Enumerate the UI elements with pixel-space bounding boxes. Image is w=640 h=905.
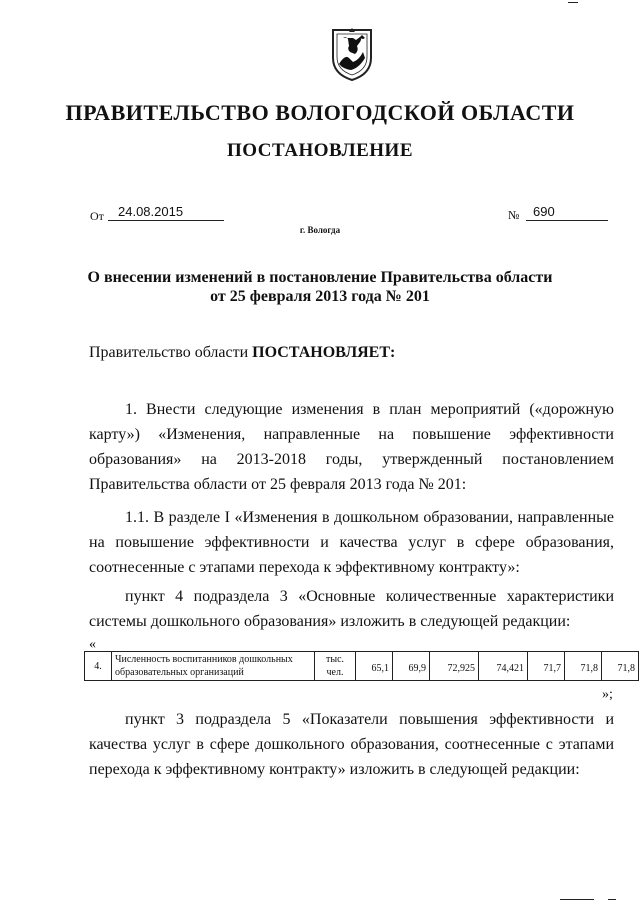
row-value: 65,1 bbox=[356, 652, 393, 681]
row-value: 72,925 bbox=[430, 652, 479, 681]
date-value: 24.08.2015 bbox=[118, 204, 184, 219]
row-unit: тыс. чел. bbox=[315, 652, 356, 681]
quote-close: »; bbox=[602, 687, 613, 702]
number-underline bbox=[526, 220, 608, 221]
city: г. Вологда bbox=[299, 225, 341, 235]
coat-of-arms-icon bbox=[329, 24, 375, 82]
number-value: 690 bbox=[533, 204, 555, 219]
decree-line bbox=[89, 344, 395, 362]
subject-line-2: от 25 февраля 2013 года № 201 bbox=[210, 288, 430, 305]
row-number: 4. bbox=[85, 652, 112, 681]
number-label: № bbox=[508, 208, 520, 222]
row-indicator-name: Численность воспитанников дошкольных образовательных организаций bbox=[112, 652, 315, 681]
paragraph-item-4: пункт 4 подраздела 3 «Основные количественные характеристики системы дошкольного образования» изложить в следующей редакции: bbox=[89, 588, 614, 630]
table-row bbox=[85, 652, 639, 681]
row-value: 71,8 bbox=[565, 652, 602, 681]
data-table bbox=[84, 651, 639, 681]
row-value: 71,8 bbox=[602, 652, 639, 681]
government-title: ПРАВИТЕЛЬСТВО ВОЛОГОДСКОЙ ОБЛАСТИ bbox=[65, 100, 575, 125]
row-value: 71,7 bbox=[528, 652, 565, 681]
date-underline bbox=[108, 220, 224, 221]
document-type: ПОСТАНОВЛЕНИЕ bbox=[226, 140, 414, 161]
paragraph-item-3: пункт 3 подраздела 5 «Показатели повышения эффективности и качества услуг в сфере дошкольного образования, соотнесенные с этапами перехода к эффективному контракту» изложить в следующей редакции: bbox=[89, 711, 614, 778]
row-value: 74,421 bbox=[479, 652, 528, 681]
scan-mark bbox=[560, 899, 594, 900]
quote-open: « bbox=[89, 637, 96, 652]
subject-line-1: О внесении изменений в постановление Правительства области bbox=[87, 269, 553, 286]
decree-prefix: Правительство области bbox=[89, 344, 249, 361]
decree-keyword: ПОСТАНОВЛЯЕТ: bbox=[252, 344, 396, 361]
row-value: 69,9 bbox=[393, 652, 430, 681]
date-label: От bbox=[90, 209, 104, 223]
paragraph-1-1: 1.1. В разделе I «Изменения в дошкольном образовании, направленные на повышение эффективности и качества услуг в сфере образования, соотнесенные с этапами перехода к эффективному контракту»: bbox=[89, 509, 614, 576]
paragraph-1: 1. Внести следующие изменения в план мероприятий («дорожную карту») «Изменения, направленные на повышение эффективности образования» на 2013-2018 годы, утвержденный постановлением Правительства области от 25 февраля 2013 года № 201: bbox=[89, 401, 614, 493]
scan-mark bbox=[568, 2, 578, 3]
subject bbox=[0, 268, 640, 306]
scan-mark bbox=[608, 899, 616, 900]
